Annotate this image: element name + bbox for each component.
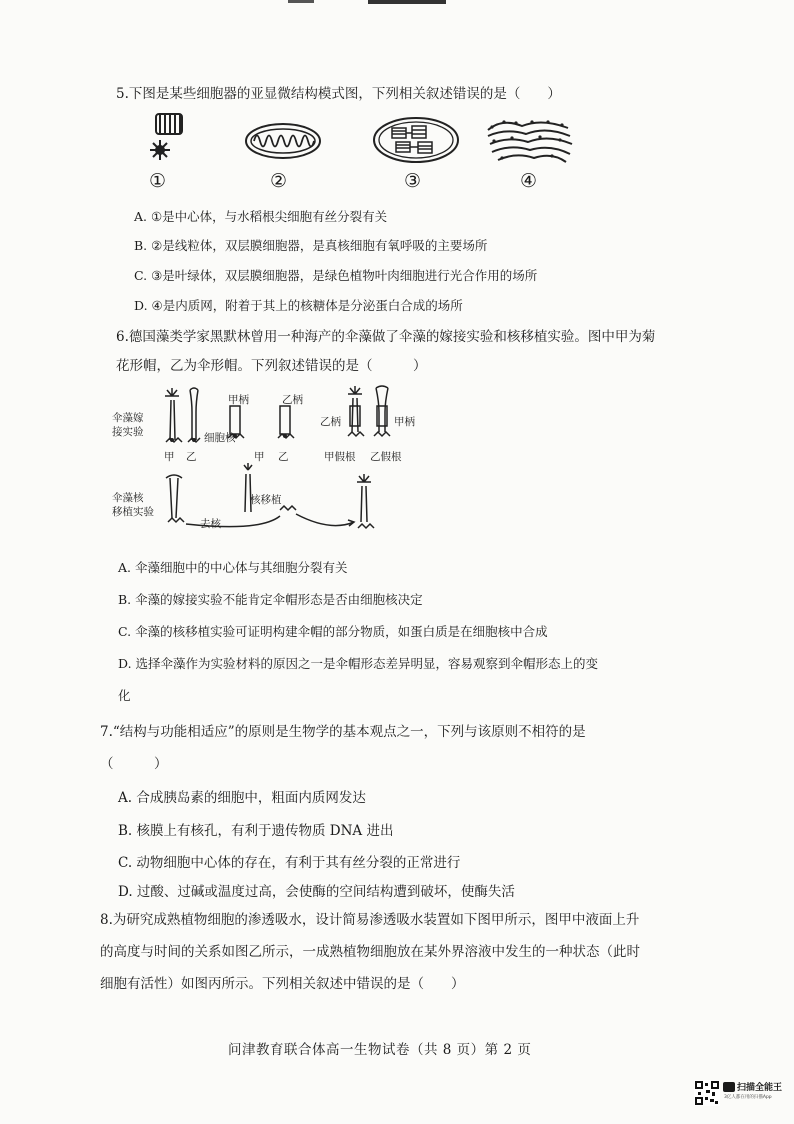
scanner-watermark bbox=[694, 1080, 786, 1108]
q8-line1: 8.为研究成熟植物细胞的渗透吸水，设计简易渗透吸水装置如下图甲所示，图甲中液面上升 bbox=[100, 912, 640, 928]
fig-nuclear-transfer: 核移植 bbox=[250, 494, 282, 506]
organelle-label-3: ③ bbox=[404, 170, 422, 192]
q6-option-b: B. 伞藻的嫁接实验不能肯定伞帽形态是否由细胞核决定 bbox=[118, 592, 423, 607]
page-footer: 问津教育联合体高一生物试卷（共 8 页）第 2 页 bbox=[228, 1042, 532, 1058]
scanner-brand: 扫描全能王 bbox=[737, 1083, 783, 1093]
q6-option-c: C. 伞藻的核移植实验可证明构建伞帽的部分物质，如蛋白质是在细胞核中合成 bbox=[118, 624, 548, 639]
q6-stem-line2: 花形帽，乙为伞形帽。下列叙述错误的是（ ） bbox=[116, 358, 427, 374]
fig-jia-rhizoid: 甲假根 bbox=[324, 451, 356, 463]
fig-jia-1: 甲 bbox=[164, 451, 175, 463]
fig-jia-2: 甲 bbox=[254, 451, 265, 463]
fig-enucleate: 去核 bbox=[200, 518, 221, 530]
q5-option-a: A. ①是中心体，与水稻根尖细胞有丝分裂有关 bbox=[134, 209, 388, 224]
organelle-label-4: ④ bbox=[520, 170, 538, 192]
q5-option-c: C. ③是叶绿体，双层膜细胞器，是绿色植物叶肉细胞进行光合作用的场所 bbox=[134, 268, 538, 283]
q8-line2: 的高度与时间的关系如图乙所示，一成熟植物细胞放在某外界溶液中发生的一种状态（此时 bbox=[100, 944, 640, 960]
fig-row2-label-b: 移植实验 bbox=[112, 506, 154, 518]
fig-yi-2: 乙 bbox=[278, 451, 289, 463]
fig-yi-stalk: 乙柄 bbox=[282, 394, 303, 406]
qr-code-icon bbox=[694, 1080, 720, 1106]
chloroplast-figure bbox=[372, 116, 460, 164]
fig-row1-label-a: 伞藻嫁 bbox=[112, 412, 144, 424]
centriole-figure bbox=[146, 108, 196, 168]
q7-option-a: A. 合成胰岛素的细胞中，粗面内质网发达 bbox=[118, 790, 366, 806]
fig-yi-stalk-2: 乙柄 bbox=[320, 416, 341, 428]
q7-stem-line2: （ ） bbox=[100, 756, 168, 772]
fig-row1-label-b: 接实验 bbox=[112, 426, 144, 438]
scan-edge-mark bbox=[368, 0, 446, 4]
organelle-label-2: ② bbox=[270, 170, 288, 192]
organelle-label-1: ① bbox=[149, 170, 167, 192]
q5-stem: 5.下图是某些细胞器的亚显微结构模式图，下列相关叙述错误的是（ ） bbox=[116, 86, 561, 102]
fig-nucleus: 细胞核 bbox=[204, 432, 236, 444]
q8-line3: 细胞有活性）如图丙所示。下列相关叙述中错误的是（ ） bbox=[100, 976, 465, 992]
q7-option-c: C. 动物细胞中心体的存在，有利于其有丝分裂的正常进行 bbox=[118, 855, 461, 871]
fig-jia-stalk-2: 甲柄 bbox=[394, 416, 415, 428]
fig-yi-rhizoid: 乙假根 bbox=[370, 451, 402, 463]
q6-option-a: A. 伞藻细胞中的中心体与其细胞分裂有关 bbox=[118, 560, 348, 575]
scanner-sub: 3亿人都在用的扫描App bbox=[724, 1095, 772, 1100]
fig-jia-stalk: 甲柄 bbox=[228, 394, 249, 406]
q6-option-d-cont: 化 bbox=[118, 688, 131, 703]
q5-option-d: D. ④是内质网，附着于其上的核糖体是分泌蛋白合成的场所 bbox=[134, 298, 463, 313]
q6-stem-line1: 6.德国藻类学家黑默林曾用一种海产的伞藻做了伞藻的嫁接实验和核移植实验。图中甲为菊 bbox=[116, 329, 656, 345]
fig-yi-1: 乙 bbox=[186, 451, 197, 463]
scan-edge-mark bbox=[288, 0, 314, 3]
mitochondrion-figure bbox=[244, 122, 322, 160]
q5-option-b: B. ②是线粒体，双层膜细胞器，是真核细胞有氧呼吸的主要场所 bbox=[134, 238, 488, 253]
q6-option-d: D. 选择伞藻作为实验材料的原因之一是伞帽形态差异明显，容易观察到伞帽形态上的变 bbox=[118, 656, 599, 671]
fig-row2-label-a: 伞藻核 bbox=[112, 492, 144, 504]
endoplasmic-reticulum-figure bbox=[482, 116, 576, 166]
q7-stem-line1: 7.“结构与功能相适应”的原则是生物学的基本观点之一，下列与该原则不相符的是 bbox=[100, 724, 586, 740]
q7-option-d: D. 过酸、过碱或温度过高，会使酶的空间结构遭到破坏，使酶失活 bbox=[118, 884, 515, 900]
scanner-logo-icon bbox=[723, 1082, 735, 1092]
q7-option-b: B. 核膜上有核孔，有利于遗传物质 DNA 进出 bbox=[118, 823, 394, 839]
